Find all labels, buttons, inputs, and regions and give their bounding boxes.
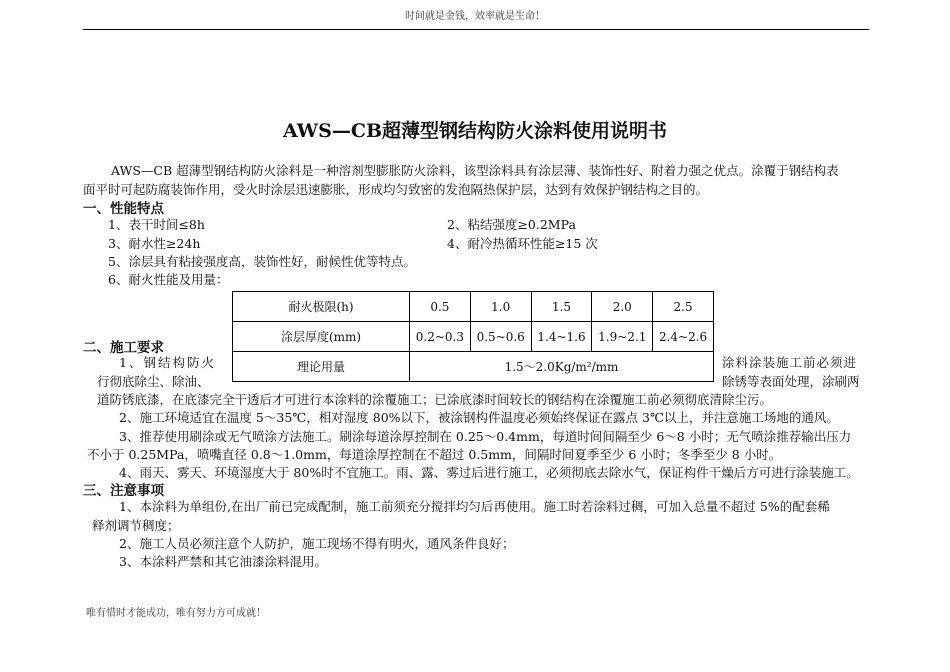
- table-cell: 2.5: [653, 292, 714, 322]
- perf-item-1: 1、表干时间≤8h: [108, 217, 205, 232]
- perf-item-2: 2、粘结强度≥0.2MPa: [447, 217, 576, 232]
- table-row: [233, 352, 714, 382]
- construction-p3-line-1: 3、推荐使用刷涂或无气喷涂方法施工。刷涂每道涂厚控制在 0.25～0.4mm，每道时间间隔至少 6～8 小时；无气喷涂推荐输出压力: [119, 429, 852, 444]
- footer-slogan: 唯有惜时才能成功，唯有努力方可成就！: [86, 608, 266, 619]
- table-row-label: 涂层厚度(mm): [233, 322, 410, 352]
- table-row: [233, 322, 714, 352]
- construction-p1-right-a: 涂料涂装施工前必须进: [722, 355, 858, 370]
- table-row-label: 理论用量: [233, 352, 410, 382]
- perf-item-5: 5、涂层具有粘接强度高，装饰性好，耐候性优等特点。: [108, 254, 416, 269]
- construction-p4: 4、雨天、雾天、环境湿度大于 80%时不宜施工。雨、露、雾过后进行施工，必须彻底去除水气，保证构件干燥后方可进行涂装施工。: [119, 465, 859, 480]
- construction-p2: 2、施工环境适宜在温度 5～35℃，相对湿度 80%以下，被涂钢构件温度必须始终保证在露点 3℃以上，并注意施工场地的通风。: [119, 410, 839, 425]
- table-cell: 2.4~2.6: [653, 322, 714, 352]
- header-rule: [83, 29, 869, 30]
- construction-p1-right-b: 除锈等表面处理，涂刷两: [722, 374, 860, 389]
- section2-heading: 二、施工要求: [83, 340, 164, 356]
- table-cell: 1.5: [531, 292, 592, 322]
- table-cell: 1.5～2.0Kg/m²/mm: [410, 352, 714, 382]
- construction-p1-left-a: 1、钢结构防火: [119, 355, 216, 370]
- intro-line-1: AWS—CB 超薄型钢结构防火涂料是一种溶剂型膨胀防火涂料，该型涂料具有涂层薄、装饰性好、附着力强之优点。涂覆于钢结构表: [111, 163, 839, 178]
- table-cell: 0.5: [410, 292, 471, 322]
- section3-heading: 三、注意事项: [83, 483, 164, 499]
- notice-p3: 3、本涂料严禁和其它油漆涂料混用。: [119, 554, 327, 569]
- table-cell: 0.5~0.6: [470, 322, 531, 352]
- notice-p2: 2、施工人员必须注意个人防护，施工现场不得有明火，通风条件良好；: [119, 536, 515, 551]
- table-cell: 0.2~0.3: [410, 322, 471, 352]
- intro-line-2: 面平时可起防腐装饰作用，受火时涂层迅速膨胀，形成均匀致密的发泡隔热保护层，达到有效保护钢结构之目的。: [83, 182, 709, 197]
- table-cell: 1.0: [470, 292, 531, 322]
- perf-item-4: 4、耐冷热循环性能≥15 次: [447, 236, 598, 251]
- table-cell: 1.9~2.1: [592, 322, 653, 352]
- notice-p1-line-2: 释剂调节稠度；: [92, 518, 180, 533]
- notice-p1-line-1: 1、本涂料为单组份,在出厂前已完成配制，施工前须充分搅拌均匀后再使用。施工时若涂料过稠，可加入总量不超过 5%的配套稀: [119, 499, 830, 514]
- table-cell: 1.4~1.6: [531, 322, 592, 352]
- section1-heading: 一、性能特点: [83, 201, 164, 217]
- construction-p1-left-b: 行彻底除尘、除油、: [97, 374, 210, 389]
- construction-p3-line-2: 不小于 0.25MPa，喷嘴直径 0.8～1.0mm，每道涂厚控制在不超过 0.5mm，间隔时间夏季至少 6 小时；冬季至少 8 小时。: [87, 447, 782, 462]
- table-row-label: 耐火极限(h): [233, 292, 410, 322]
- document-title: AWS—CB超薄型钢结构防火涂料使用说明书: [282, 120, 668, 142]
- perf-item-3: 3、耐水性≥24h: [108, 236, 201, 251]
- construction-p1-line-3: 道防锈底漆，在底漆完全干透后才可进行本涂料的涂覆施工；已涂底漆时间较长的钢结构在涂覆施工前必须彻底清除尘污。: [97, 392, 773, 407]
- fire-resistance-table: [232, 291, 714, 382]
- table-cell: 2.0: [592, 292, 653, 322]
- perf-item-6: 6、耐火性能及用量：: [108, 272, 229, 287]
- header-slogan: 时间就是金钱，效率就是生命！: [405, 11, 545, 22]
- table-row: [233, 292, 714, 322]
